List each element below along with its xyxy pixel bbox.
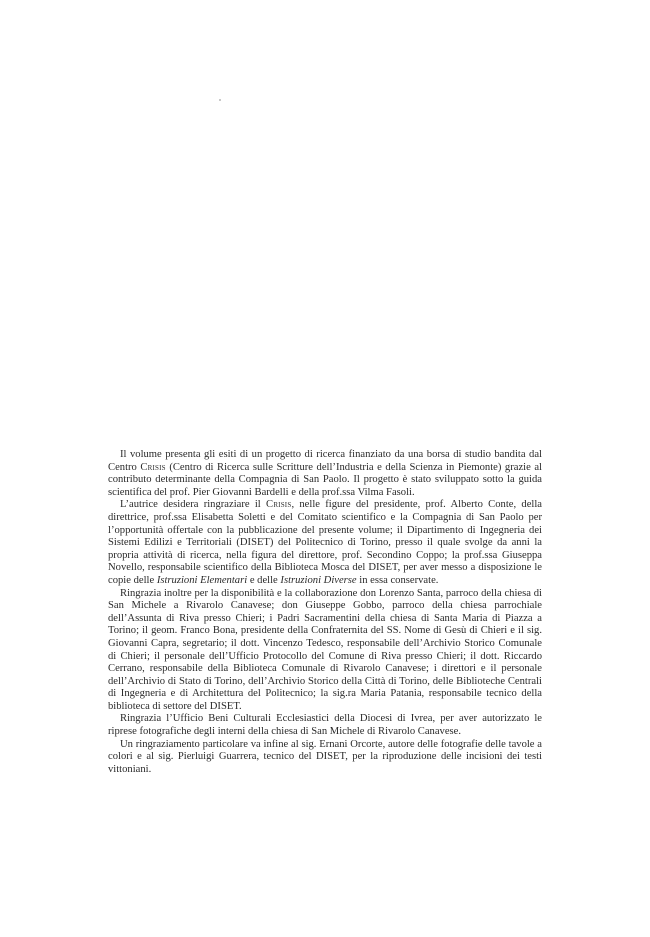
paragraph-author-thanks: L’autrice desidera ringraziare il Crisis, nelle figure del presidente, prof. Alberto Conte, della direttrice, prof.ssa Elisabetta Soletti e del Comitato scientifico e la Compagnia di San Paolo per l’opportunità offertale con la pubblicazione del presente volume; il Dipartimento di Ingegneria dei Sistemi Edilizi e Territoriali (DISET) del Politecnico di Torino, presso il quale svolge da anni la propria attività di ricerca, nella figura del direttore, prof. Secondino Coppo; la prof.ssa Giuseppa Novello, responsabile scientifico della Biblioteca Mosca del DISET, per aver messo a disposizione le copie delle Istruzioni Elementari e delle Istruzioni Diverse in essa conservate. [108,499,542,586]
paragraph-collaborators: Ringrazia inoltre per la disponibilità e la collaborazione don Lorenzo Santa, parroco della chiesa di San Michele a Rivarolo Canavese; don Giuseppe Gobbo, parroco della chiesa parrochiale dell’Assunta di Riva presso Chieri; i Padri Sacramentini della chiesa di Santa Maria di Piazza a Torino; il geom. Franco Bona, presidente della Confraternita del SS. Nome di Gesù di Chieri e il sig. Giovanni Capra, segretario; il dott. Vincenzo Tedesco, responsabile dell’Archivio Storico Comunale di Chieri; il personale dell’Ufficio Protocollo del Comune di Riva presso Chieri; il dott. Riccardo Cerrano, responsabile della Biblioteca Comunale di Rivarolo Canavese; i direttori e il personale dell’Archivio di Stato di Torino, dell’Archivio Storico della Città di Torino, delle Biblioteche Centrali di Ingegneria e di Architettura del Politecnico; la sig.ra Maria Patania, responsabile tecnico della biblioteca di settore del DISET. [108,587,542,712]
page-speck [219,99,221,101]
paragraph-project-funding: Il volume presenta gli esiti di un progetto di ricerca finanziato da una borsa di studio bandita dal Centro Crisis (Centro di Ricerca sulle Scritture dell’Industria e della Scienza in Piemonte) grazie al contributo determinante della Compagnia di San Paolo. Il progetto è stato sviluppato sotto la guida scientifica del prof. Pier Giovanni Bardelli e della prof.ssa Vilma Fasoli. [108,449,542,498]
paragraph-diocese-thanks: Ringrazia l’Ufficio Beni Culturali Ecclesiastici della Diocesi di Ivrea, per aver autorizzato le riprese fotografiche degli interni della chiesa di San Michele di Rivarolo Canavese. [108,713,542,738]
istruzioni-diverse-title: Istruzioni Diverse [280,574,357,586]
crisis-acronym: Crisis [266,499,292,511]
paragraph-special-thanks: Un ringraziamento particolare va infine al sig. Ernani Orcorte, autore delle fotografie delle tavole a colori e al sig. Pierluigi Guarrera, tecnico del DISET, per la riproduzione delle incisioni dei testi vittoniani. [108,738,542,775]
acknowledgements-text [108,449,542,776]
istruzioni-elementari-title: Istruzioni Elementari [156,574,248,586]
crisis-acronym: Crisis [140,461,166,473]
